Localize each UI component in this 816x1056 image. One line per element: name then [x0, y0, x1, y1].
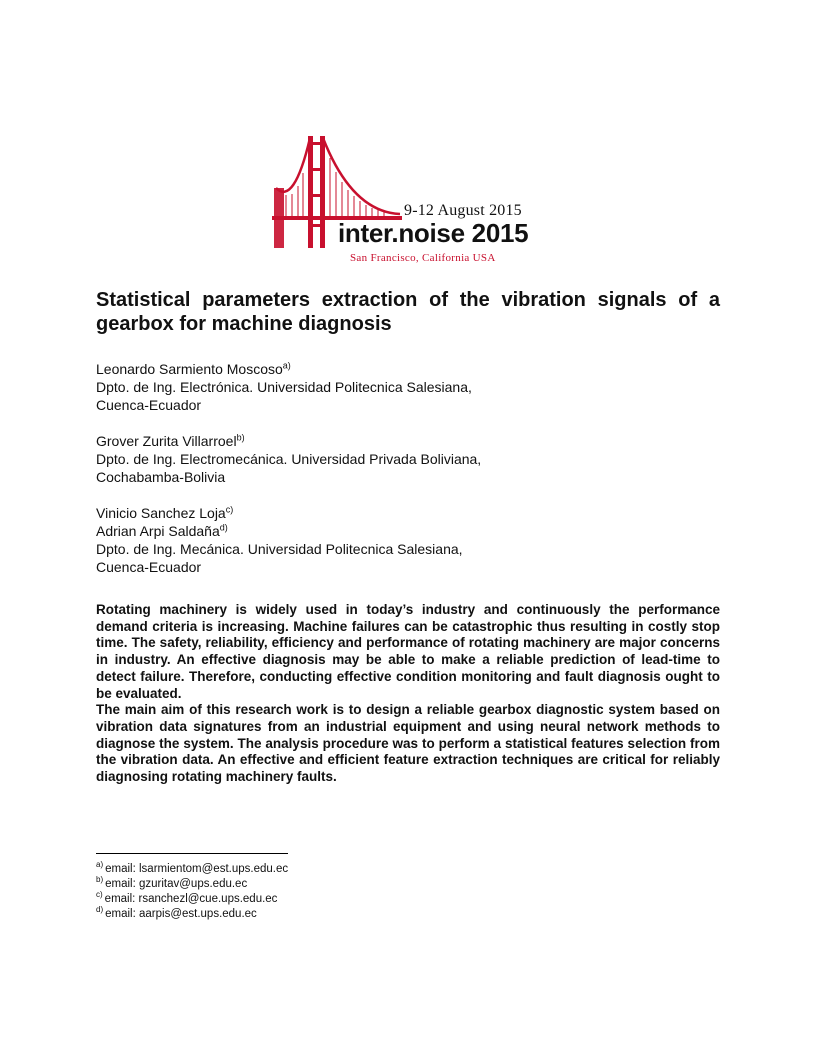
author-affiliation: Dpto. de Ing. Electrónica. Universidad Politecnica Salesiana, [96, 379, 472, 395]
affiliation-mark: d) [219, 522, 228, 533]
author-location: Cuenca-Ecuador [96, 559, 202, 575]
footnotes [96, 862, 288, 922]
footnote-email: email: rsanchezl@cue.ups.edu.ec [104, 893, 278, 905]
affiliation-mark: b) [236, 432, 245, 443]
abstract-paragraph: The main aim of this research work is to design a reliable gearbox diagnostic system based on vibration data signatures from an industrial equipment and using neural network methods to diagnose the system. The analysis procedure was to perform a statistical features selection from the vibration data. An effective and efficient feature extraction techniques are critical for reliably diagnosing rotating machinery faults. [96, 702, 720, 785]
affiliation-mark: c) [225, 504, 234, 515]
author-name: Leonardo Sarmiento Moscoso$^{a)}$ [96, 360, 291, 377]
footnote-email: email: aarpis@est.ups.edu.ec [105, 908, 257, 920]
author-affiliation: Dpto. de Ing. Electromecánica. Universidad Privada Boliviana, [96, 451, 482, 467]
footnote: $^{a)}$ email: lsarmientom@est.ups.edu.ec [96, 860, 289, 875]
footnote: $^{c)}$ email: rsanchezl@cue.ups.edu.ec [96, 890, 278, 905]
affiliation-mark: a) [282, 360, 291, 371]
abstract-paragraph: Rotating machinery is widely used in today’s industry and continuously the performance demand criteria is increasing. Machine failures can be catastrophic thus resulting in costly stop time. The safety, reliability, efficiency and performance of rotating machinery are major concerns in industry. An effective diagnosis may be able to make a reliable prediction of lead-time to detect failure. Therefore, conducting effective condition monitoring and fault diagnosis ought to be evaluated. [96, 602, 720, 701]
conference-logo [272, 128, 552, 270]
author-location: Cochabamba-Bolivia [96, 469, 226, 485]
author-list [96, 360, 696, 594]
author-affiliation: Dpto. de Ing. Mecánica. Universidad Politecnica Salesiana, [96, 541, 463, 557]
conference-name: inter.noise 2015 [338, 218, 529, 248]
footnote-email: email: lsarmientom@est.ups.edu.ec [105, 863, 289, 875]
footnote: $^{d)}$ email: aarpis@est.ups.edu.ec [96, 905, 257, 920]
paper-title: Statistical parameters extraction of the vibration signals of a gearbox for machine diagnosis [96, 289, 720, 335]
author-location: Cuenca-Ecuador [96, 397, 202, 413]
author-name: Adrian Arpi Saldaña$^{d)}$ [96, 522, 228, 539]
footnote: $^{b)}$ email: gzuritav@ups.edu.ec [96, 875, 248, 890]
author-name: Grover Zurita Villarroel$^{b)}$ [96, 432, 245, 449]
author-name: Vinicio Sanchez Loja$^{c)}$ [96, 504, 234, 521]
abstract [96, 602, 720, 786]
conference-date: 9-12 August 2015 [404, 202, 522, 219]
footnote-divider [96, 853, 288, 854]
footnote-email: email: gzuritav@ups.edu.ec [105, 878, 248, 890]
author-block [96, 504, 696, 576]
author-block [96, 360, 696, 414]
conference-location: San Francisco, California USA [350, 252, 496, 264]
author-block [96, 432, 696, 486]
